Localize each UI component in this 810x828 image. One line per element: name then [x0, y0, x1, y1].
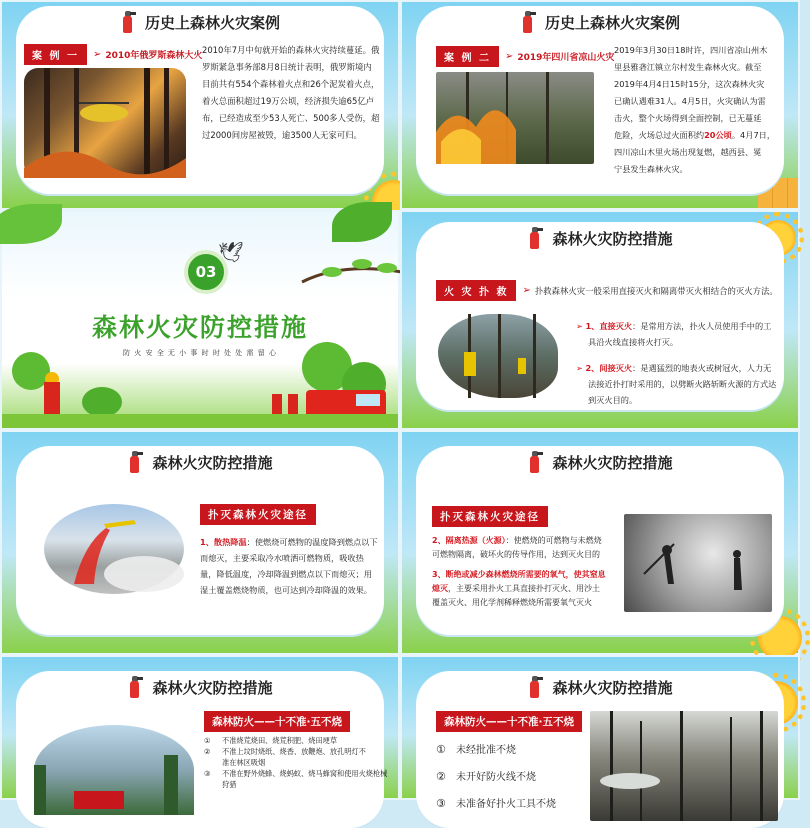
section-tag [436, 280, 778, 301]
method-heading: 3、断绝或减少森林燃烧所需要的氧气，使其窒息 [432, 570, 606, 579]
swallow-icon: 🕊 [218, 240, 244, 264]
slide-header [416, 450, 784, 478]
photo-liangshan-fire [436, 72, 594, 164]
grass [2, 414, 398, 428]
case-tag [24, 44, 202, 65]
text-line [614, 127, 794, 144]
isolation-paragraph [432, 534, 612, 610]
method-text: ：是遇猛烈的地表火或树冠火，人力无 [632, 363, 772, 373]
photo-burnt-forest [590, 711, 778, 821]
case-tag-subtitle: 2019年四川省凉山火灾 [517, 53, 615, 63]
case-tag-label: 案 例 一 [24, 44, 87, 65]
slide-title: 森林火灾防控措施 [552, 678, 673, 697]
text-line: 罗斯紧急事务部8月8日统计表明，俄罗斯境内 [202, 62, 372, 72]
slide-section-cover[interactable] [0, 210, 400, 430]
text-line: 过2000间房屋被毁，逾3500人无家可归。 [202, 130, 362, 140]
rule-text: 不准上坟时烧纸、烧香、放鞭炮、放孔明灯不 [222, 747, 366, 756]
branch-decoration [302, 242, 402, 302]
text-line: 2010年7月中旬就开始的森林火灾持续蔓延。俄 [202, 45, 380, 55]
slide-header [416, 226, 784, 254]
method-line: ➢ 1、直接灭火：是常用方法，扑火人员使用手中的工 [576, 321, 772, 331]
fire-extinguisher-icon [127, 450, 141, 474]
rule-text: 狩猎 [222, 780, 237, 789]
slide-card [416, 446, 784, 635]
text-line: 2019年4月4日15时15分，这次森林火灾 [614, 79, 765, 89]
slide-header [16, 675, 384, 703]
slide-title: 森林火灾防控措施 [552, 453, 673, 472]
leaf-decoration [0, 204, 62, 244]
slide-cooling[interactable] [0, 430, 400, 655]
text-segment: ：使燃烧的可燃物与未燃烧 [505, 536, 602, 545]
case-tag-label: 案 例 二 [436, 46, 499, 67]
method-heading: 2、间接灭火 [585, 363, 633, 373]
method-list [576, 318, 786, 408]
text-line: 而熄灭，主要采取冷水喷洒可燃物质，吸收热 [200, 553, 364, 563]
text-line: 可燃物隔离，破坏火的传导作用，达到灭火目的 [432, 550, 600, 559]
section-tag: 森林防火——十不准·五不烧 [436, 711, 582, 732]
slide-title: 历史上森林火灾案例 [145, 13, 281, 32]
text-line: 四川凉山木里火场出现复燃，越西县、冕 [614, 147, 762, 157]
text-line: 量，降低温度，冷却降温到燃点以下而熄灭；用 [200, 569, 372, 579]
slide-card [16, 6, 384, 194]
fire-extinguisher-icon [527, 675, 541, 699]
rule-number: ③ [436, 797, 446, 810]
text-line: 里县雅砻江镇立尔村发生森林火灾。截至 [614, 62, 762, 72]
text-line: 着火总面积超过19万公顷，经济损失逾65亿卢 [202, 96, 375, 106]
text-segment: 。4月7日， [731, 130, 776, 140]
text-segment: ：使燃烧可燃物的温度降到燃点以下 [246, 537, 378, 547]
fire-extinguisher-icon [520, 10, 534, 34]
rule-text: 未开好防火线不烧 [456, 772, 536, 783]
text-segment: 危险，火场总过火面积约 [614, 130, 705, 140]
rule-number: ② [204, 747, 211, 756]
case-tag-subtitle: 2010年俄罗斯森林大火 [105, 51, 203, 61]
rule-item [204, 768, 394, 779]
rule-item [204, 735, 394, 746]
fire-extinguisher-icon [527, 450, 541, 474]
arrow-icon: ➢ [522, 285, 531, 296]
case-paragraph [614, 42, 794, 178]
intro-text: 扑救森林火灾一般采用直接灭火和隔离带灭火相结合的灭火方法。 [534, 285, 778, 296]
slide-header [416, 10, 784, 38]
rule-item [436, 737, 556, 764]
rule-item [204, 757, 394, 768]
slide-title: 森林火灾防控措施 [152, 453, 273, 472]
rule-item [204, 779, 394, 790]
rule-item [436, 791, 556, 818]
rules-list [436, 737, 556, 818]
text-line: 覆盖灭火、用化学剂稀释燃烧所需要氧气灭火 [432, 598, 592, 607]
section-tag-label: 火 灾 扑 救 [436, 280, 516, 301]
text-line: 宁县发生森林火灾。 [614, 164, 688, 174]
text-segment: ，主要采用扑火工具直接扑打灭火、用沙土 [448, 584, 600, 593]
slide-isolation[interactable] [400, 430, 800, 655]
arrow-icon: ➢ [92, 49, 102, 60]
photo-helicopter-fire [24, 68, 186, 178]
slide-rules-right[interactable] [400, 655, 800, 810]
photo-fire-truck-forest [34, 725, 194, 815]
slide-header [16, 450, 384, 478]
firefighter-illustration [38, 372, 66, 414]
photo-firefighters-smoke [624, 514, 772, 612]
fire-extinguisher-icon [527, 226, 541, 250]
slide-title: 森林火灾防控措施 [552, 229, 673, 248]
slide-rules-left[interactable] [0, 655, 400, 800]
method-text: 具沿火线直接将火打灭。 [588, 337, 679, 347]
slide-card [16, 671, 388, 828]
text-line: 目前共有554个森林着火点和26个泥炭着火点， [202, 79, 380, 89]
text-line: 击火，整个火场得到全面控制，已无蔓延 [614, 113, 762, 123]
text-line: 已确认遇难31人。4月5日，火灾确认为雷 [614, 96, 766, 106]
slide-fire-fighting[interactable] [400, 210, 800, 430]
method-line: ➢ 2、间接灭火：是遇猛烈的地表火或树冠火，人力无 [576, 363, 772, 373]
rule-number: ① [204, 736, 211, 745]
rule-number: ① [436, 743, 446, 756]
method-heading: 2、隔离热源（火源） [432, 536, 506, 545]
section-title: 森林火灾防控措施 [91, 313, 308, 342]
cooling-paragraph [200, 534, 390, 598]
text-line [200, 534, 390, 550]
text-line: 2019年3月30日18时许，四川省凉山州木 [614, 45, 768, 55]
photo-firefighters [438, 314, 558, 398]
section-number-badge: 03 [184, 250, 228, 294]
slide-header [416, 675, 784, 703]
text-line [432, 582, 612, 596]
rule-number: ③ [204, 769, 211, 778]
method-text: 法接近扑打时采用的，以劈断火路斩断火源的方式达 [588, 379, 777, 389]
method-text: 到灭火目的。 [588, 395, 638, 405]
slide-card [416, 222, 784, 410]
slide-header [16, 10, 384, 38]
arrow-icon: ➢ [504, 51, 514, 62]
highlight-area: 20公顷 [704, 130, 732, 140]
rule-number: ② [436, 770, 446, 783]
slide-card [416, 6, 784, 194]
case-paragraph [202, 42, 392, 144]
slide-title: 历史上森林火灾案例 [545, 13, 681, 32]
method-heading: 熄灭 [432, 584, 448, 593]
method-heading: 1、散热降温 [200, 537, 247, 547]
photo-plane-drop [44, 504, 184, 594]
rule-text: 不准烧荒烧田、烧荒积肥、烧田埂草 [222, 736, 338, 745]
slide-title: 森林火灾防控措施 [152, 678, 273, 697]
slide-card [16, 446, 384, 635]
rule-text: 未经批准不烧 [456, 745, 516, 756]
section-subtitle: 防 火 安 全 无 小 事 时 时 处 处 需 留 心 [123, 349, 277, 357]
slide-case-two[interactable] [400, 0, 800, 210]
case-tag [436, 46, 614, 67]
slide-case-one[interactable] [0, 0, 400, 210]
text-line [432, 534, 612, 548]
text-line: 布，已经造成至少53人死亡、500多人受伤，超 [202, 113, 380, 123]
fire-extinguisher-icon [120, 10, 134, 34]
rule-text: 未准备好扑火工具不烧 [456, 799, 556, 810]
fire-extinguisher-icon [127, 675, 141, 699]
method-heading: 1、直接灭火 [585, 321, 633, 331]
method-text: ：是常用方法，扑火人员使用手中的工 [632, 321, 772, 331]
rule-item [204, 746, 394, 757]
rule-text: 准在林区吸烟 [222, 758, 266, 767]
section-tag: 扑灭森林火灾途径 [432, 506, 548, 527]
section-tag: 扑灭森林火灾途径 [200, 504, 316, 525]
rule-item [436, 764, 556, 791]
tree [82, 387, 122, 417]
section-tag: 森林防火——十不准·五不烧 [204, 711, 350, 732]
text-line: 湿土覆盖燃烧物质，也可达到冷却降温的效果。 [200, 585, 372, 595]
rule-text: 不准在野外烧蜂、烧蚂蚁、烧马蜂窝和使用火烧枪械 [222, 769, 388, 778]
slide-card [416, 671, 784, 828]
rules-list [204, 735, 394, 790]
